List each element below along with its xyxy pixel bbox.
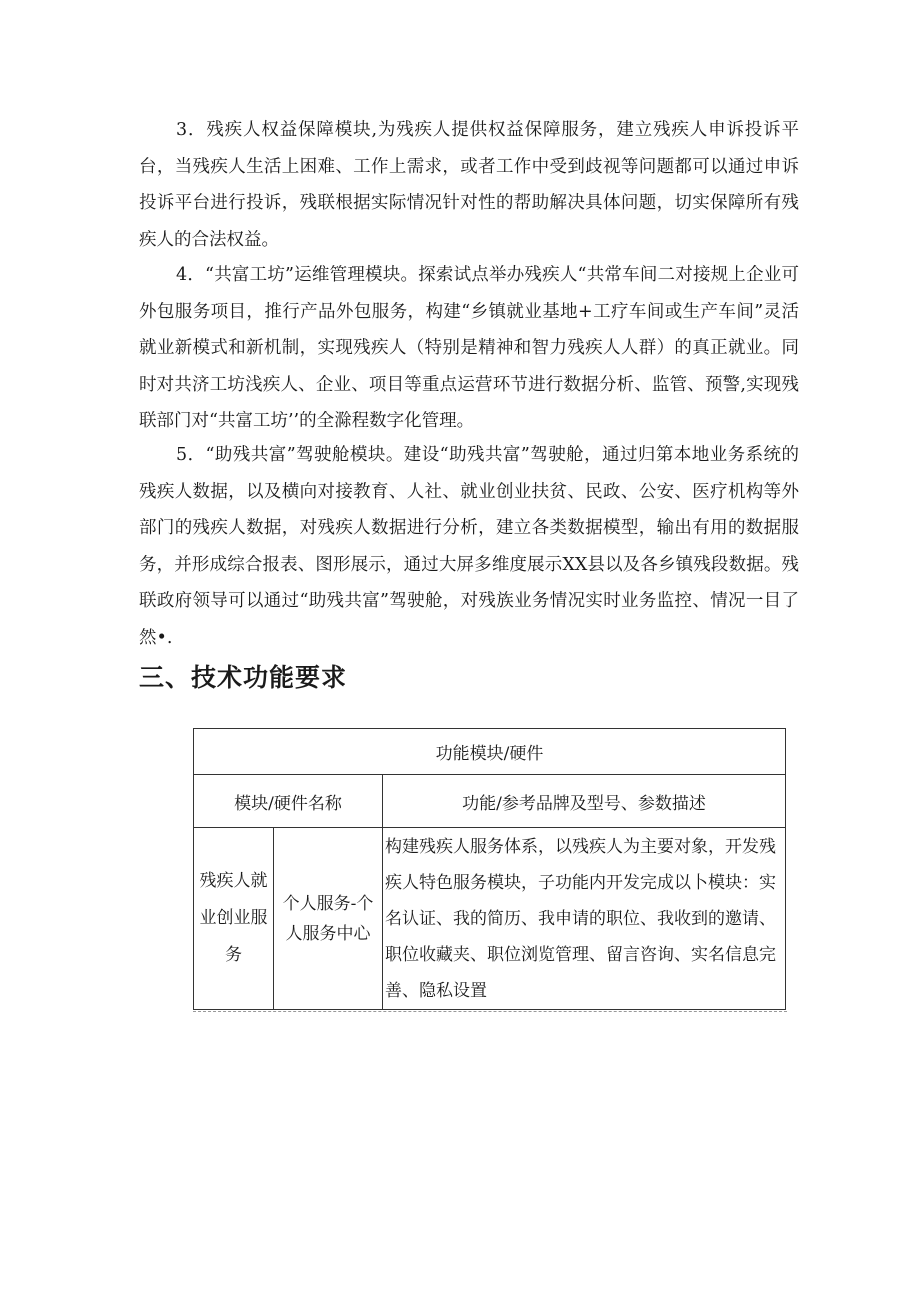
header-function-description: 功能/参考品牌及型号、参数描述	[383, 775, 786, 828]
table-title-row	[194, 729, 786, 775]
header-module-name: 模块/硬件名称	[194, 775, 383, 828]
paragraph-cockpit-module: 5．“助残共富”驾驶舱模块。建设“助残共富”驾驶舱，通过归第本地业务系统的残疾人数据，以及横向对接教育、人社、就业创业扶贫、民政、公安、医疗机构等外部门的残疾人数据，对残疾人数据进行分析，建立各类数据模型，输出有用的数据服务，并形成综合报表、图形展示，通过大屏多维度展示XX县以及各乡镇残段数据。残联政府领导可以通过“助残共富”驾驶舱，对残族业务情况实时业务监控、情况一目了然•.	[139, 445, 799, 648]
module-cell: 个人服务-个人服务中心	[274, 828, 383, 1010]
function-spec-table	[193, 728, 786, 1010]
table-title-cell: 功能模块/硬件	[194, 729, 786, 775]
description-cell: 构建残疾人服务体系，以残疾人为主要对象，开发残疾人特色服务模块，子功能内开发完成以卜模块：实名认证、我的简历、我申请的职位、我收到的邀请、职位收藏夹、职位浏览管理、留言咨询、实名信息完善、隐私设置	[383, 828, 786, 1010]
table-row	[194, 828, 786, 1010]
table-header-row	[194, 775, 786, 828]
category-cell: 残疾人就业创业服务	[194, 828, 274, 1010]
table-bottom-rule	[193, 1009, 787, 1012]
section-heading: 三、技术功能要求	[139, 663, 348, 692]
paragraph-rights-protection-module: 3．残疾人权益保障模块,为残疾人提供权益保障服务，建立残疾人申诉投诉平台，当残疾人生活上困难、工作上需求，或者工作中受到歧视等问题都可以通过申诉投诉平台进行投诉，残联根据实际情况针对性的帮助解决具体问题，切实保障所有残疾人的合法权益。	[139, 120, 799, 250]
paragraph-common-prosperity-workshop-module: 4．“共富工坊”运维管理模块。探索试点举办残疾人“共常车间二对接规上企业可外包服务项目，推行产品外包服务，构建“乡镇就业基地+工疗车间或生产车间”灵活就业新模式和新机制，实现残疾人（特别是精神和智力残疾人人群）的真正就业。同时对共济工坊浅疾人、企业、项目等重点运营环节进行数据分析、监管、预警,实现残联部门对“共富工坊’’的全滁程数字化管理。	[139, 265, 799, 432]
